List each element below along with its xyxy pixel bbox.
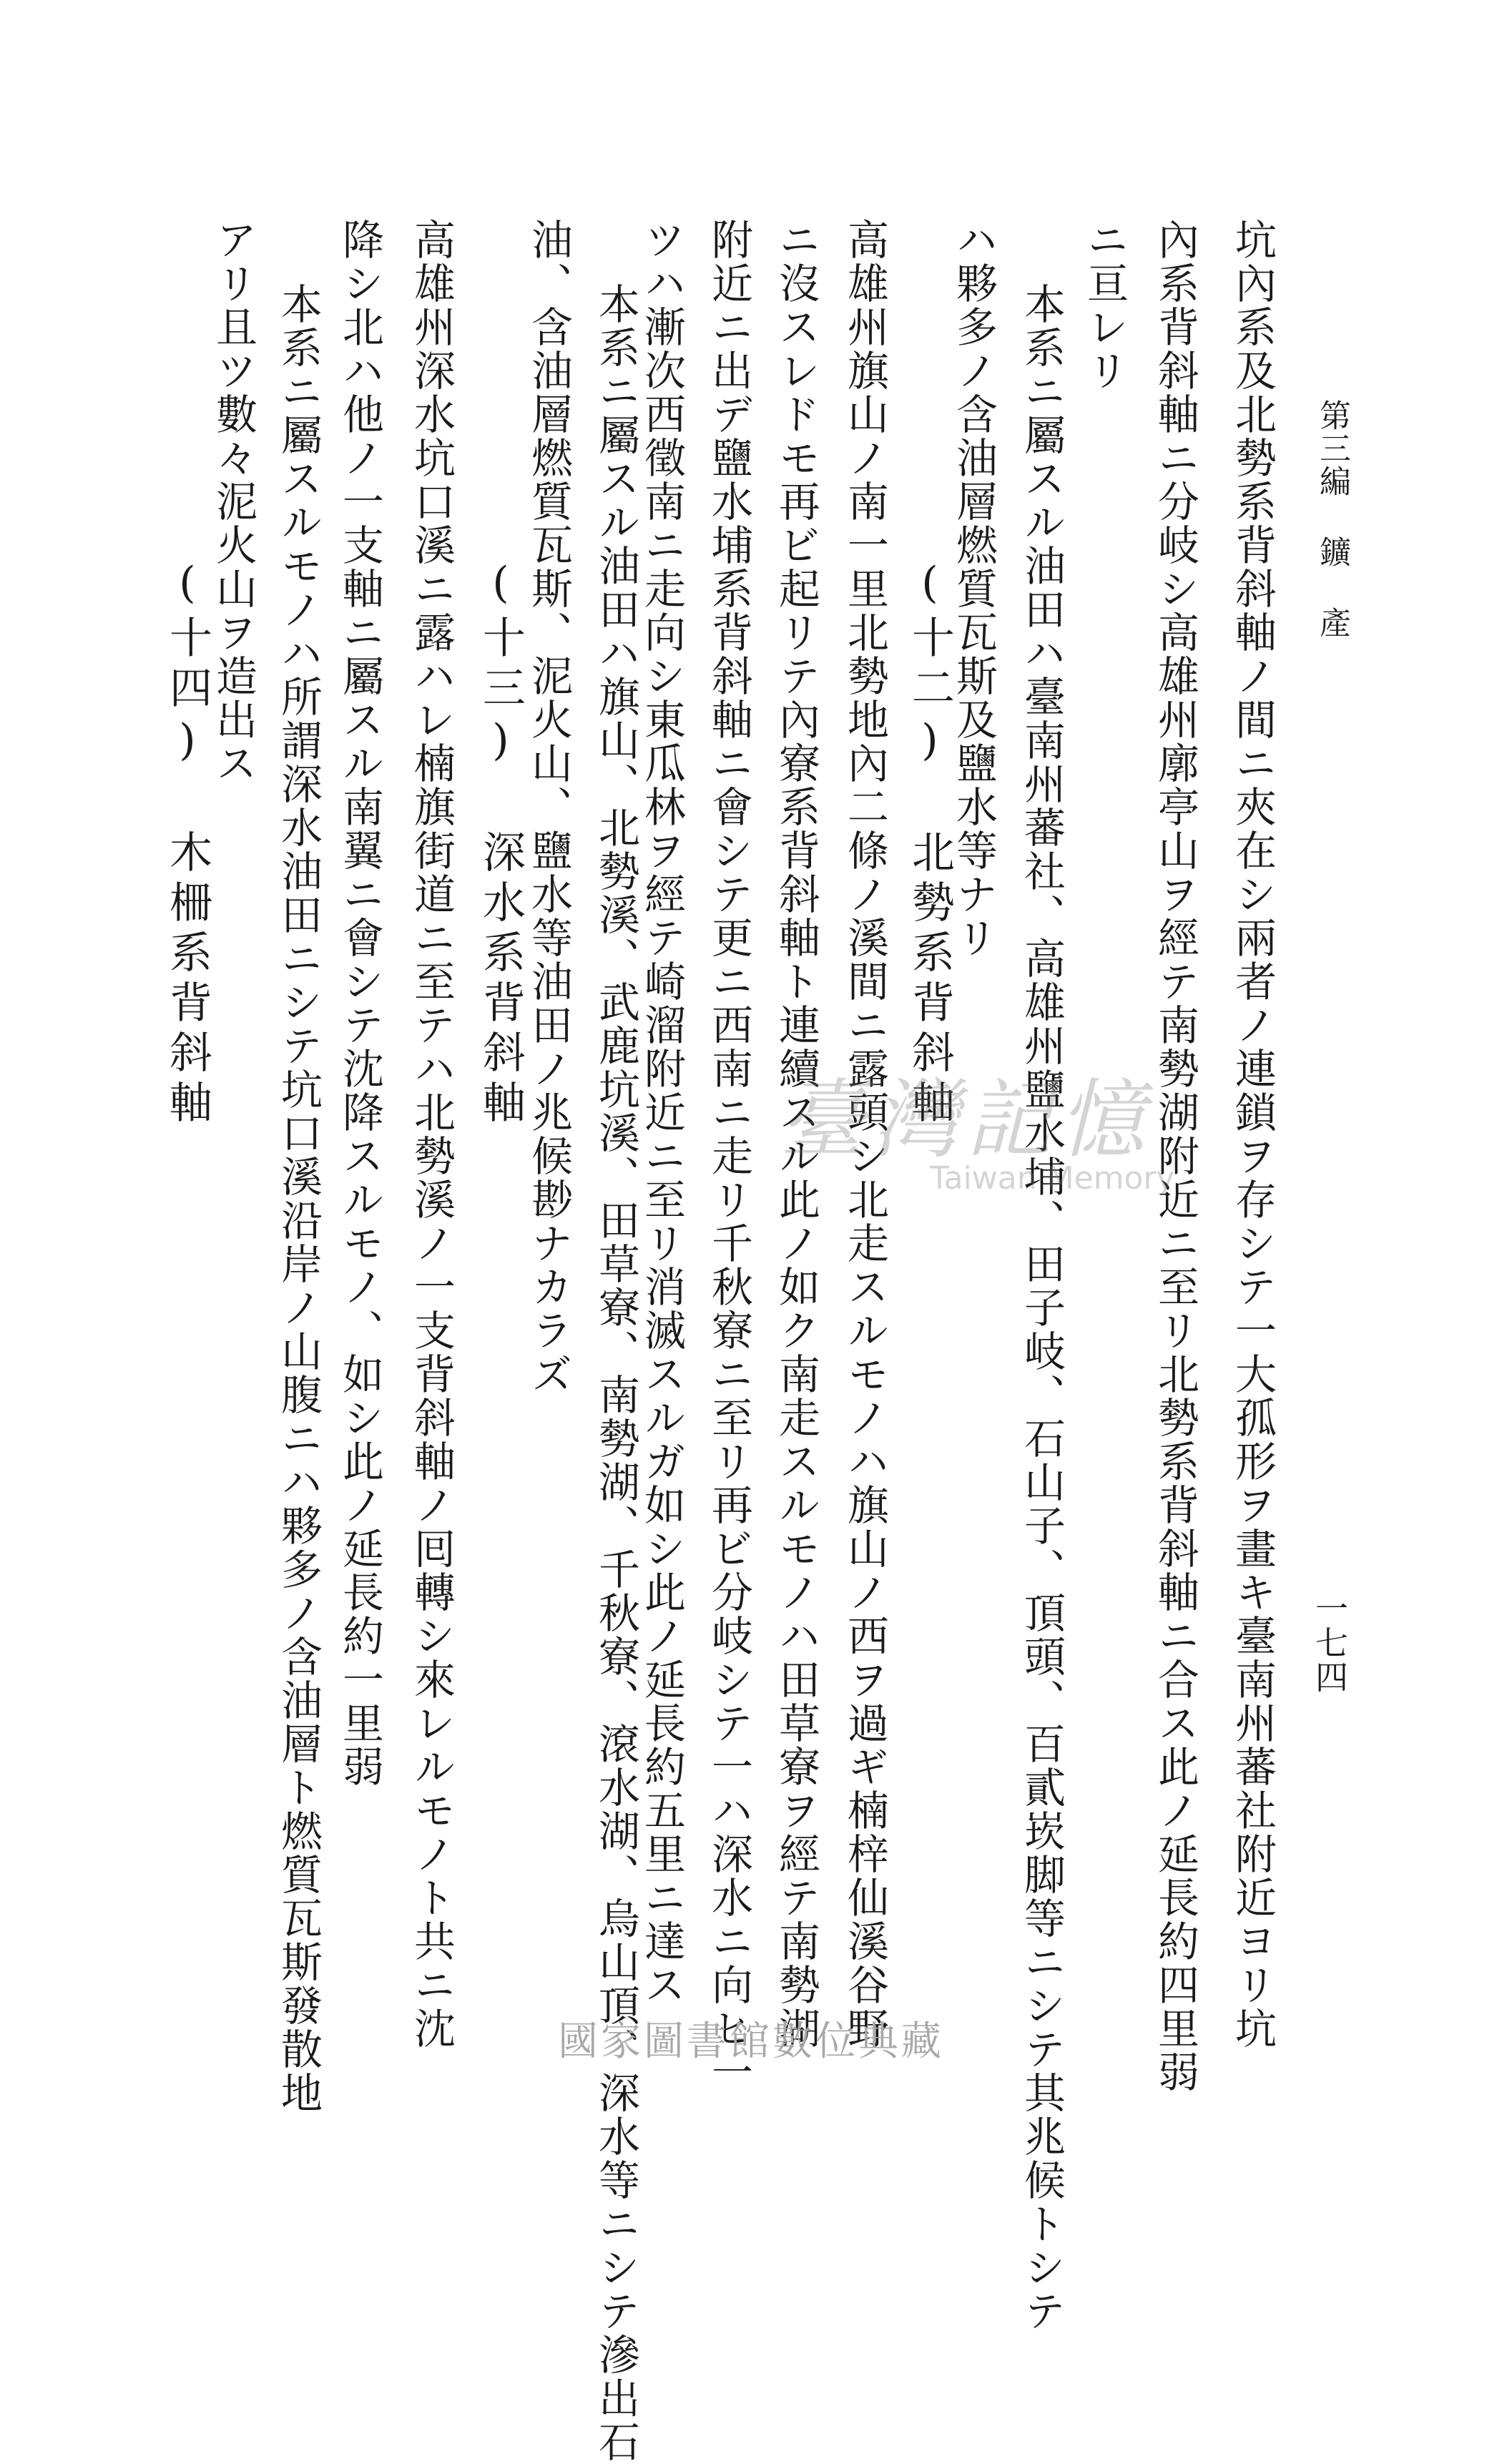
watermark-english: Taiwan Memory [930, 1160, 1175, 1197]
text-column-2: 內系背斜軸ニ分岐シ高雄州廓亭山ヲ經テ南勢湖附近ニ至リ北勢系背斜軸ニ合ス此ノ延長約四里弱 [1151, 218, 1199, 2094]
text-column-15: 降シ北ハ他ノ一支軸ニ屬スル南翼ニ會シテ沈降スルモノ、如シ此ノ延長約一里弱 [335, 218, 384, 1789]
section-heading-13: (十三) 深水系背斜軸 [476, 558, 526, 1130]
section-heading-12: (十二) 北勢系背斜軸 [905, 558, 955, 1130]
section-heading-14: (十四) 木柵系背斜軸 [162, 558, 212, 1130]
text-column-5: ハ夥多ノ含油層燃質瓦斯及鹽水等ナリ [949, 218, 998, 960]
text-column-10: ツハ漸次西徵南ニ走向シ東瓜林ヲ經テ崎溜附近ニ至リ消滅スルガ如シ此ノ延長約五里ニ達ス [637, 218, 686, 2007]
text-column-8: ニ沒スレドモ再ビ起リテ內寮系背斜軸ト連續スル此ノ如ク南走スルモノハ田草寮ヲ經テ南勢湖 [772, 218, 820, 2051]
text-column-4: 本系ニ屬スル油田ハ臺南州蕃社、高雄州鹽水埔、田子岐、石山子、頂頭、百貳崁脚等ニシテ其兆候トシテ [1017, 283, 1066, 2333]
text-column-7: 高雄州旗山ノ南一里北勢地內二條ノ溪間ニ露頭シ北走スルモノハ旗山ノ西ヲ過ギ楠梓仙溪谷野 [840, 218, 889, 2051]
footer-credit: 國家圖書館數位典藏 [558, 2018, 944, 2065]
watermark-chinese: 臺灣記憶 [780, 1071, 1152, 1170]
section-header: 第三編 鑛 產 [1314, 399, 1350, 639]
text-column-3: ニ亘レリ [1080, 218, 1129, 393]
text-column-14: 高雄州深水坑口溪ニ露ハレ楠旗街道ニ至テハ北勢溪ノ一支背斜軸ノ囘轉シ來レルモノト共ニ沈 [407, 218, 456, 2051]
text-column-12: 油、含油層燃質瓦斯、泥火山、鹽水等油田ノ兆候尠ナカラズ [524, 218, 573, 1396]
text-column-16: 本系ニ屬スルモノハ所謂深水油田ニシテ坑口溪沿岸ノ山腹ニハ夥多ノ含油層ト燃質瓦斯發散地 [274, 283, 323, 2115]
text-column-1: 坑內系及北勢系背斜軸ノ間ニ夾在シ兩者ノ連鎖ヲ存シテ一大孤形ヲ畫キ臺南州蕃社附近ヨリ坑 [1228, 218, 1277, 2051]
text-column-11: 本系ニ屬スル油田ハ旗山、北勢溪、武鹿坑溪、田草寮、南勢湖、千秋寮、滾水湖、烏山頂、深水等ニシテ滲出石 [592, 283, 640, 2464]
text-column-9: 附近ニ出デ鹽水埔系背斜軸ニ會シテ更ニ西南ニ走リ千秋寮ニ至リ再ビ分岐シテ一ハ深水ニ向ヒ一 [705, 218, 753, 2094]
text-column-17: アリ且ツ數々泥火山ヲ造出ス [209, 218, 257, 785]
page-number: 一七四 [1310, 1591, 1349, 1694]
